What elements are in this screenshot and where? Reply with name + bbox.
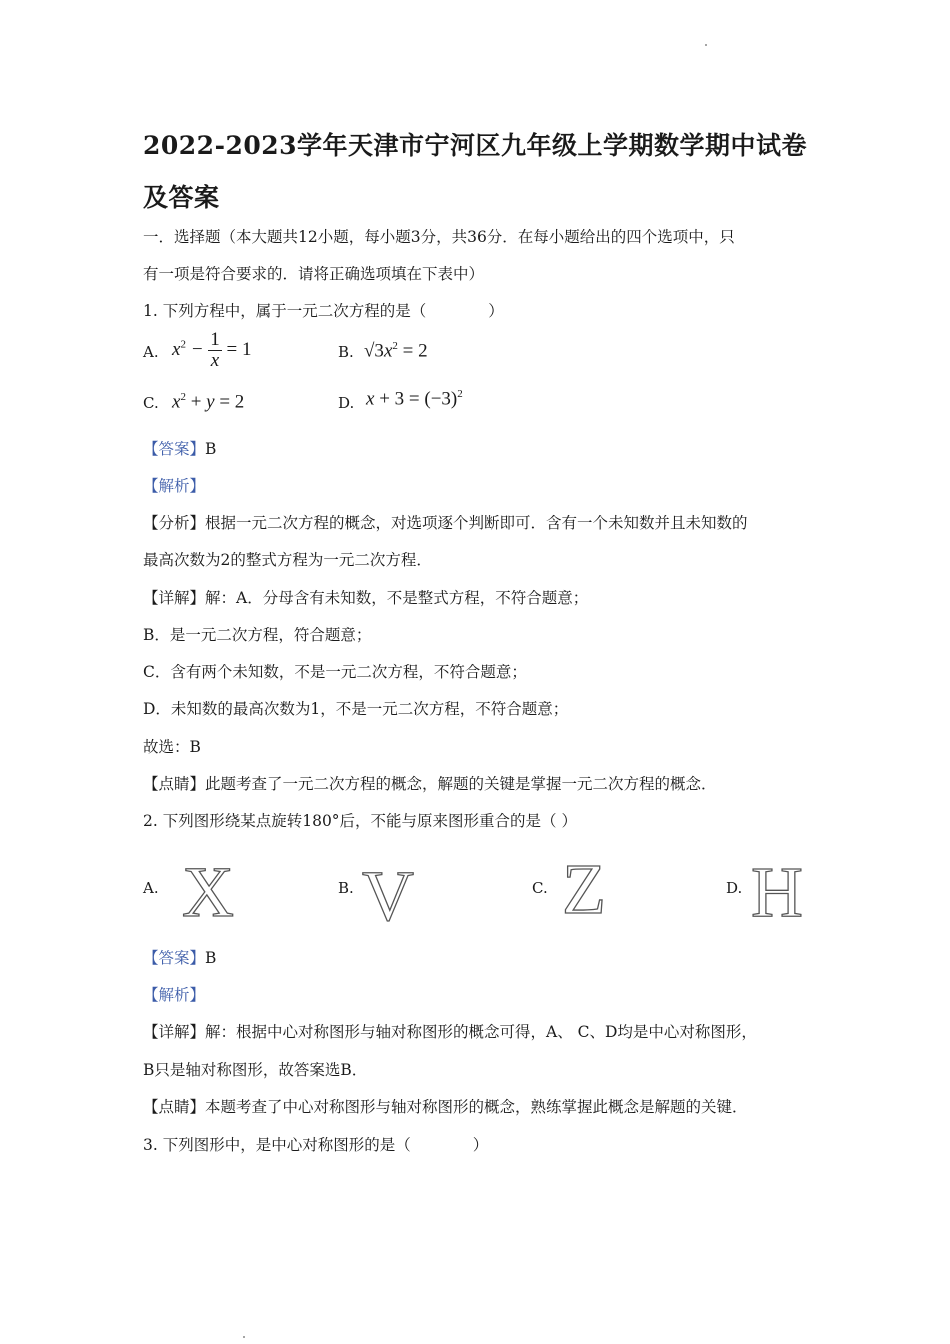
q2-option-c-label: C.	[532, 879, 548, 897]
q2-comment-text: 本题考查了中心对称图形与轴对称图形的概念，熟练掌握此概念是解题的关键．	[205, 1098, 748, 1116]
q1-answer-value: B	[205, 440, 217, 458]
q1-option-d-label: D.	[338, 394, 355, 412]
q1-detail-line2: B．是一元二次方程，符合题意；	[143, 626, 372, 644]
q1-comment-text: 此题考查了一元二次方程的概念，解题的关键是掌握一元二次方程的概念．	[205, 775, 717, 793]
q2-detail-tag: 【详解】	[143, 1023, 206, 1041]
q2-comment	[143, 1095, 748, 1117]
page-title: 2022-2023学年天津市宁河区九年级上学期数学期中试卷及答案	[143, 131, 808, 212]
section-intro-line1: 一．选择题（本大题共12小题，每小题3分，共36分．在每小题给出的四个选项中，只	[143, 228, 735, 246]
q1-answer	[143, 437, 216, 459]
q2-analysis-tag: 【解析】	[143, 986, 206, 1004]
q1-detail-line1	[143, 586, 588, 608]
q2-option-b-glyph: V	[362, 856, 414, 936]
q2-detail-line1	[143, 1020, 757, 1042]
q3-stem: 3. 下列图形中，是中心对称图形的是（ ）	[143, 1136, 489, 1154]
corner-dot-top	[705, 44, 707, 46]
q1-detail-line4: D．未知数的最高次数为1，不是一元二次方程，不符合题意；	[143, 700, 569, 718]
q2-option-a-figure	[182, 852, 234, 932]
q2-stem: 2. 下列图形绕某点旋转180°后，不能与原来图形重合的是（ ）	[143, 812, 577, 830]
q2-option-d-figure	[751, 852, 803, 932]
q2-detail-text1: 解：根据中心对称图形与轴对称图形的概念可得，A、 C、D均是中心对称图形，	[205, 1023, 757, 1041]
q2-option-a-glyph: X	[182, 852, 234, 932]
q1-option-a-fraction: $\frac{1}{x}$	[210, 329, 220, 371]
q1-option-c-label: C.	[143, 394, 159, 412]
q1-stem: 1. 下列方程中，属于一元二次方程的是（ ）	[143, 302, 504, 320]
q2-option-a-label: A.	[143, 879, 159, 897]
q2-answer	[143, 946, 216, 968]
q1-comment-tag: 【点睛】	[143, 775, 206, 793]
q1-detail-line3: C．含有两个未知数，不是一元二次方程，不符合题意；	[143, 663, 527, 681]
q1-comment	[143, 772, 717, 794]
q1-detail-text1: 解：A．分母含有未知数，不是整式方程，不符合题意；	[205, 589, 589, 607]
section-intro-line2: 有一项是符合要求的．请将正确选项填在下表中）	[143, 265, 485, 283]
q1-option-c-expr: $x^2 + y = 2$	[172, 391, 245, 413]
q2-option-c-glyph: Z	[562, 849, 606, 929]
q2-comment-tag: 【点睛】	[143, 1098, 206, 1116]
q2-option-d-label: D.	[726, 879, 743, 897]
q1-fenxi-tag: 【分析】	[143, 514, 206, 532]
q1-answer-tag: 【答案】	[143, 440, 206, 458]
q1-fenxi-text: 根据一元二次方程的概念，对选项逐个判断即可．含有一个未知数并且未知数的	[205, 514, 748, 532]
q2-option-d-glyph: H	[751, 852, 803, 932]
q1-option-b-expr: $√3x^2 = 2$	[364, 340, 428, 362]
q1-option-d-expr: $x + 3 = (-3)^2$	[366, 388, 463, 410]
q1-fenxi-line2: 最高次数为2的整式方程为一元二次方程．	[143, 551, 432, 569]
q2-option-b-label: B.	[338, 879, 354, 897]
q2-detail-line2: B只是轴对称图形，故答案选B．	[143, 1061, 368, 1079]
q2-option-b-figure	[362, 856, 414, 936]
q2-answer-tag: 【答案】	[143, 949, 206, 967]
q2-option-c-figure	[562, 849, 606, 929]
q1-option-b-label: B.	[338, 343, 354, 361]
q1-option-a-expr: $x^2$ − $\frac{1}{x}$ = 1	[172, 329, 252, 371]
q2-answer-value: B	[205, 949, 217, 967]
corner-dot-bottom	[243, 1336, 245, 1338]
q1-detail-line5: 故选：B	[143, 738, 201, 756]
q1-analysis-tag: 【解析】	[143, 477, 206, 495]
q1-option-a-label: A.	[143, 343, 159, 361]
q1-fenxi-line1	[143, 511, 748, 533]
q1-detail-tag: 【详解】	[143, 589, 206, 607]
